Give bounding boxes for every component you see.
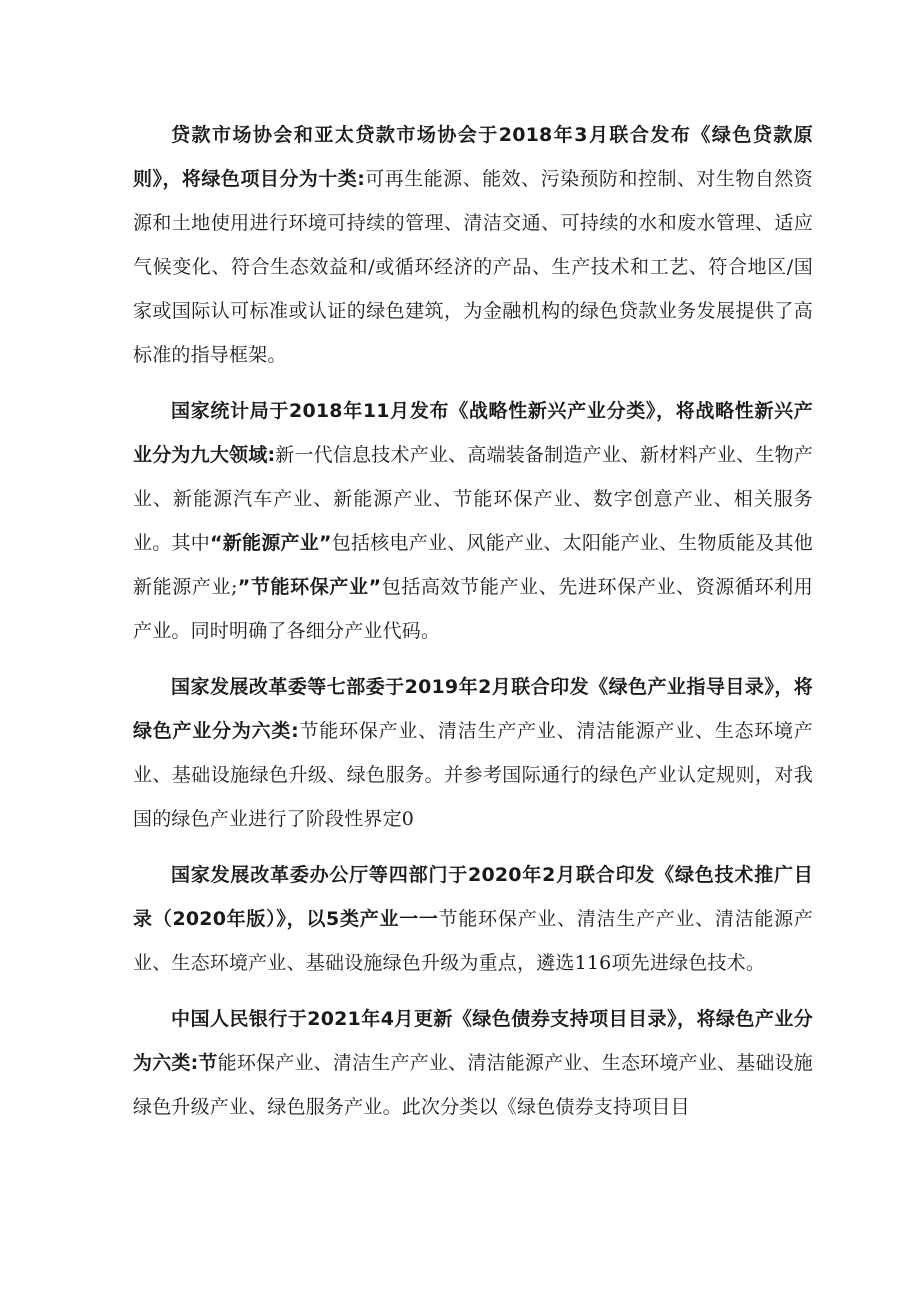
paragraph-lead: 国家发展改革委等七部委于2019年2月联合印发《绿色产业指导目录》，将绿色产业分为六类:: [133, 676, 813, 742]
paragraph-body: 节能环保产业、清洁生产产业、清洁能源产业、生态环境产业、基础设施绿色升级为重点，遴选116项先进绿色技术。: [133, 908, 813, 974]
paragraph-body: 节能环保产业、清洁生产产业、清洁能源产业、生态环境产业、基础设施绿色升级、绿色服务。并参考国际通行的绿色产业认定规则，对我国的绿色产业进行了阶段性界定0: [133, 720, 813, 830]
paragraph-green-loan-principles: [133, 113, 813, 377]
paragraph-green-bond-catalog: [133, 997, 813, 1129]
paragraph-highlight: ”节能环保产业”: [237, 576, 382, 598]
paragraph-highlight: “新能源产业”: [210, 532, 332, 554]
paragraph-body: 包括核电产业、风能产业、太阳能产业、生物质能及其他新能源产业;: [133, 532, 813, 598]
paragraph-green-technology-catalog: [133, 853, 813, 985]
paragraph-lead: 中国人民银行于2021年4月更新《绿色债券支持项目目录》，将绿色产业分为六类:节: [133, 1008, 813, 1074]
paragraph-body: 包括高效节能产业、先进环保产业、资源循环利用产业。同时明确了各细分产业代码。: [133, 576, 814, 642]
paragraph-lead: 贷款市场协会和亚太贷款市场协会于2018年3月联合发布《绿色贷款原则》，将绿色项目分为十类:: [133, 124, 813, 190]
paragraph-body: 可再生能源、能效、污染预防和控制、对生物自然资源和土地使用进行环境可持续的管理、清洁交通、可持续的水和废水管理、适应气候变化、符合生态效益和/或循环经济的产品、生产技术和工艺、符合地区/国家或国际认可标准或认证的绿色建筑，为金融机构的绿色贷款业务发展提供了高标准的指导框架。: [133, 168, 813, 366]
paragraph-lead: 国家发展改革委办公厅等四部门于2020年2月联合印发《绿色技术推广目录（2020年版）》，以5类产业一一: [133, 864, 813, 930]
paragraph-strategic-industries: [133, 389, 813, 653]
paragraph-body: 新一代信息技术产业、高端装备制造产业、新材料产业、生物产业、新能源汽车产业、新能源产业、节能环保产业、数字创意产业、相关服务业。其中: [133, 444, 814, 554]
paragraph-body: 能环保产业、清洁生产产业、清洁能源产业、生态环境产业、基础设施绿色升级产业、绿色服务产业。此次分类以《绿色债券支持项目目: [133, 1052, 814, 1118]
paragraph-lead: 国家统计局于2018年11月发布《战略性新兴产业分类》，将战略性新兴产业分为九大领域:: [133, 400, 813, 466]
paragraph-green-industry-catalog: [133, 665, 813, 841]
document-body: [133, 113, 813, 1141]
